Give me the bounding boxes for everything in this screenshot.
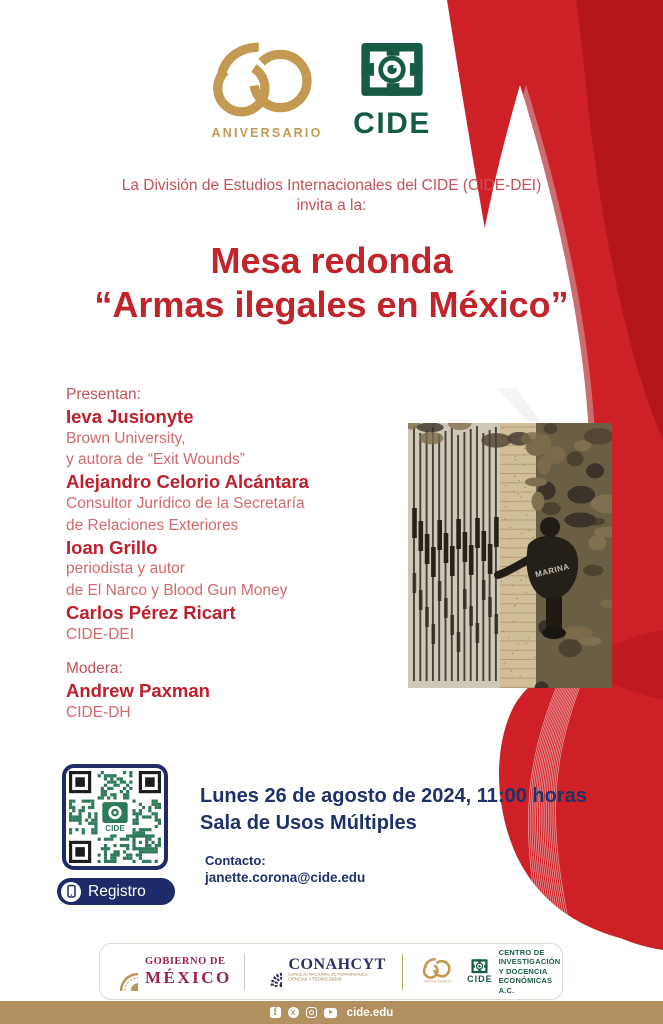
gobierno-mexico-logo xyxy=(100,953,232,991)
anniversary-50-monogram xyxy=(208,40,326,120)
conahcyt-flower-icon xyxy=(257,957,283,987)
event-title xyxy=(0,239,663,327)
presenter-name: Carlos Pérez Ricart xyxy=(66,601,236,623)
qr-pattern xyxy=(69,771,161,863)
cide-mini-label: CIDE xyxy=(467,974,493,984)
contact-email[interactable]: janette.corona@cide.edu xyxy=(205,870,366,885)
gobierno-line1: GOBIERNO DE xyxy=(145,955,226,967)
moderator-block xyxy=(66,658,210,723)
footer-divider xyxy=(244,954,245,990)
cide-mini-icon xyxy=(471,959,488,974)
presenter-detail: periodista y autor xyxy=(66,560,185,578)
anniversary-50-mini-icon xyxy=(422,957,454,980)
cide-footer-line1: CENTRO DE INVESTIGACIÓN xyxy=(498,947,561,967)
invitation-text xyxy=(0,176,663,216)
anniversary-logo xyxy=(202,40,332,140)
phone-icon xyxy=(61,882,81,902)
cide-icon xyxy=(360,42,424,99)
anniversary-mini-label: ANIVERSARIO xyxy=(423,980,452,984)
presenter-detail: Consultor Jurídico de la Secretaría xyxy=(66,494,305,512)
presenter-name: Alejandro Celorio Alcántara xyxy=(66,471,309,493)
footer-divider xyxy=(402,954,403,990)
mexico-eagle-seal-icon xyxy=(100,953,138,991)
cide-logo-text: CIDE xyxy=(353,107,431,140)
contact-block xyxy=(205,852,620,886)
registro-button[interactable] xyxy=(57,878,175,905)
registro-button-label: Registro xyxy=(88,882,146,900)
cide-footer-line2: Y DOCENCIA ECONÓMICAS A.C. xyxy=(498,966,553,995)
conahcyt-name: CONAHCYT xyxy=(288,955,386,973)
presenter-detail: y autora de “Exit Wounds” xyxy=(66,451,245,469)
anniversary-label: ANIVERSARIO xyxy=(211,126,323,140)
presenters-heading: Presentan: xyxy=(66,386,141,403)
website-link[interactable]: cide.edu xyxy=(346,1006,394,1019)
presenter-detail: CIDE-DEI xyxy=(66,625,135,643)
cide-footer-logo xyxy=(415,948,562,996)
registration-qr-code[interactable] xyxy=(62,764,168,870)
weapons-seizure-photo xyxy=(408,423,612,688)
institutional-footer xyxy=(99,943,563,1000)
moderator-heading: Modera: xyxy=(66,660,123,677)
conahcyt-subtitle: CONSEJO NACIONAL DE HUMANIDADES CIENCIAS Y TECNOLOGÍAS xyxy=(288,972,369,982)
cide-logo xyxy=(352,42,432,141)
x-icon[interactable]: X xyxy=(288,1007,299,1018)
event-location: Sala de Usos Múltiples xyxy=(200,812,417,834)
event-title-line2: “Armas ilegales en México” xyxy=(94,284,569,325)
presenter-detail: de Relaciones Exteriores xyxy=(66,516,239,534)
event-title-line1: Mesa redonda xyxy=(210,240,453,281)
moderator-name: Andrew Paxman xyxy=(66,679,210,701)
social-bar xyxy=(0,1001,663,1024)
invitation-line2: invita a la: xyxy=(296,197,367,214)
presenter-detail: Brown University, xyxy=(66,429,186,447)
event-info xyxy=(200,783,620,886)
gobierno-line2: MÉXICO xyxy=(145,968,232,988)
conahcyt-logo xyxy=(257,957,390,987)
moderator-detail: CIDE-DH xyxy=(66,703,131,721)
youtube-icon[interactable] xyxy=(324,1008,337,1018)
event-datetime: Lunes 26 de agosto de 2024, 11:00 horas xyxy=(200,785,587,807)
contact-heading: Contacto: xyxy=(205,853,266,868)
presenter-name: Ioan Grillo xyxy=(66,536,158,558)
presenters-list xyxy=(66,384,309,646)
svg-text:CIDE: CIDE xyxy=(105,823,125,833)
presenter-name: Ieva Jusionyte xyxy=(66,405,194,427)
instagram-icon[interactable] xyxy=(306,1007,317,1018)
facebook-icon[interactable]: f xyxy=(270,1007,281,1018)
presenter-detail: de El Narco y Blood Gun Money xyxy=(66,582,288,600)
invitation-line1: La División de Estudios Internacionales del CIDE (CIDE-DEI) xyxy=(121,177,542,194)
